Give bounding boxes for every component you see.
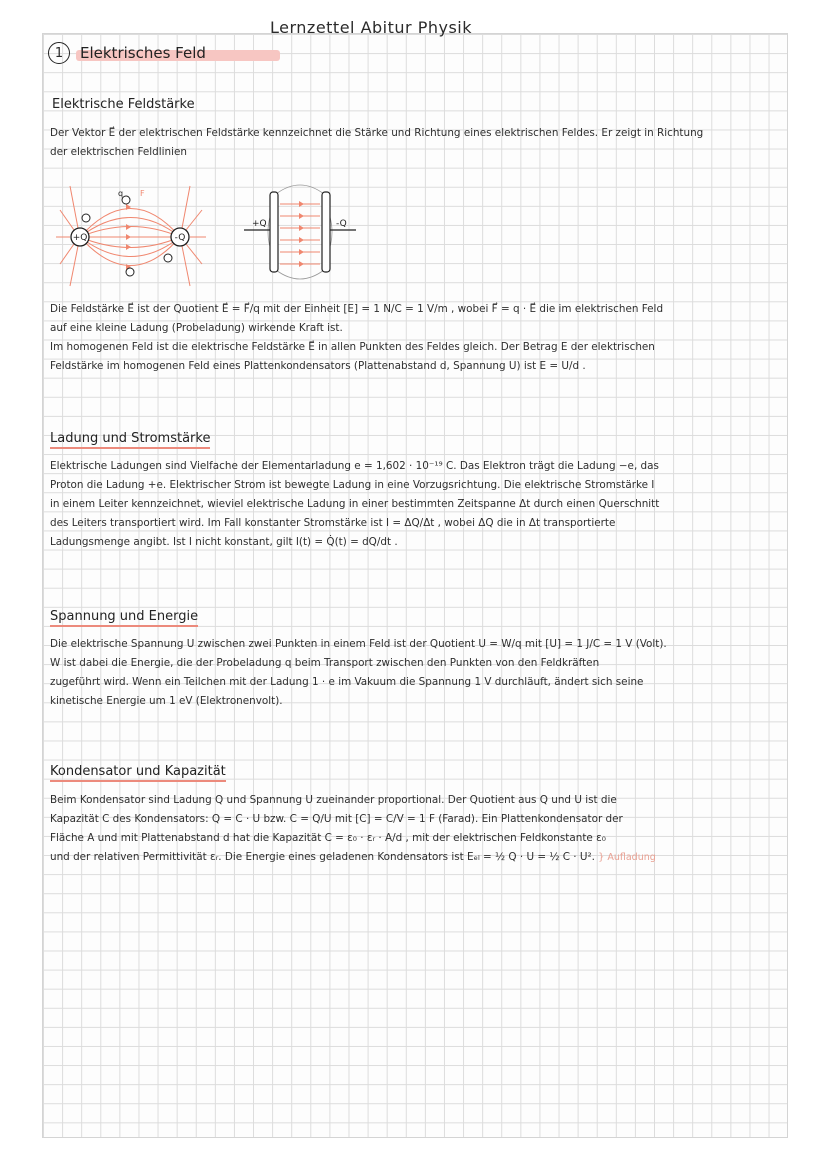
text-line: kinetische Energie um 1 eV (Elektronenvolt). [50, 695, 283, 708]
text-line: zugeführt wird. Wenn ein Teilchen mit der Ladung 1 · e im Vakuum die Spannung 1 V durchläuft, ändert sich seine [50, 676, 644, 689]
section-title-kondensator: Kondensator und Kapazität [50, 764, 226, 782]
text-line-content: und der relativen Permittivität εᵣ. Die Energie eines geladenen Kondensators ist Eₑₗ = ½ Q · U = ½ C · U². [50, 851, 595, 864]
test-charge-icon [164, 254, 172, 262]
text-line: Proton die Ladung +e. Elektrischer Strom ist bewegte Ladung in eine Vorzugsrichtung. Die elektrische Stromstärke I [50, 479, 655, 492]
paragraph-spannung [50, 635, 786, 711]
dipole-neg-label: -Q [174, 233, 186, 243]
positive-plate [270, 192, 278, 272]
test-charge-icon [122, 196, 130, 204]
text-line: auf eine kleine Ladung (Probeladung) wirkende Kraft ist. [50, 322, 343, 335]
chapter-title: Elektrisches Feld [80, 44, 206, 62]
text-line: W ist dabei die Energie, die der Probeladung q beim Transport zwischen den Punkten von den Feldkräften [50, 657, 600, 670]
text-line: Ladungsmenge angibt. Ist I nicht konstant, gilt I(t) = Q̇(t) = dQ/dt . [50, 536, 398, 549]
plate-capacitor-diagram [240, 182, 360, 282]
chapter-number: 1 [48, 42, 70, 64]
test-charge-icon [82, 214, 90, 222]
paragraph-ladung [50, 457, 786, 552]
text-line: Der Vektor E⃗ der elektrischen Feldstärke kennzeichnet die Stärke und Richtung eines elektrischen Feldes. Er zeigt in Richtung [50, 127, 704, 139]
text-line: Fläche A und mit Plattenabstand d hat die Kapazität C = ε₀ · εᵣ · A/d , mit der elektrischen Feldkonstante ε₀ [50, 832, 606, 845]
text-line: Beim Kondensator sind Ladung Q und Spannung U zueinander proportional. Der Quotient aus Q und U ist die [50, 794, 617, 806]
text-line: Die Feldstärke E⃗ ist der Quotient E⃗ = F⃗/q mit der Einheit [E] = 1 N/C = 1 V/m , wobei F⃗ = q · E⃗ die im elektrischen Feld [50, 303, 664, 315]
text-line: in einem Leiter kennzeichnet, wieviel elektrische Ladung in einer bestimmten Zeitspanne Δt durch einen Querschnitt [50, 498, 660, 511]
dipole-pos-label: +Q [72, 233, 88, 243]
text-line: des Leiters transportiert wird. Im Fall konstanter Stromstärke ist I = ΔQ/Δt , wobei ΔQ die in Δt transportierte [50, 517, 616, 530]
negative-plate [322, 192, 330, 272]
text-line: der elektrischen Feldlinien [50, 146, 187, 159]
text-line: Elektrische Ladungen sind Vielfache der Elementarladung e = 1,602 · 10⁻¹⁹ C. Das Elektron trägt die Ladung −e, das [50, 460, 659, 472]
text-line [50, 848, 786, 867]
section-title-feldstaerke: Elektrische Feldstärke [52, 97, 195, 112]
test-charge-icon [126, 268, 134, 276]
paragraph-feldstaerke-intro [50, 124, 786, 162]
chapter-heading [48, 40, 206, 66]
paragraph-feldstaerke-definition [50, 300, 786, 376]
text-line: Kapazität C des Kondensators: Q = C · U bzw. C = Q/U mit [C] = C/V = 1 F (Farad). Ein Plattenkondensator der [50, 813, 623, 826]
text-line: Im homogenen Feld ist die elektrische Feldstärke E⃗ in allen Punkten des Feldes gleich. Der Betrag E der elektrischen [50, 341, 655, 354]
plate-neg-label: -Q [336, 219, 347, 229]
paragraph-kondensator [50, 791, 786, 867]
aside-note: } Aufladung [598, 852, 656, 864]
text-line: Feldstärke im homogenen Feld eines Plattenkondensators (Plattenabstand d, Spannung U) ist E = U/d . [50, 360, 586, 373]
force-label: F [140, 189, 145, 198]
test-charge-label: q [118, 189, 124, 198]
text-line: Die elektrische Spannung U zwischen zwei Punkten in einem Feld ist der Quotient U = W/q mit [U] = 1 J/C = 1 V (Volt). [50, 638, 667, 650]
plate-pos-label: +Q [252, 219, 267, 229]
section-title-spannung: Spannung und Energie [50, 609, 198, 627]
page-title: Lernzettel Abitur Physik [270, 18, 473, 37]
dipole-field-diagram [56, 180, 206, 290]
section-title-ladung: Ladung und Stromstärke [50, 431, 210, 449]
